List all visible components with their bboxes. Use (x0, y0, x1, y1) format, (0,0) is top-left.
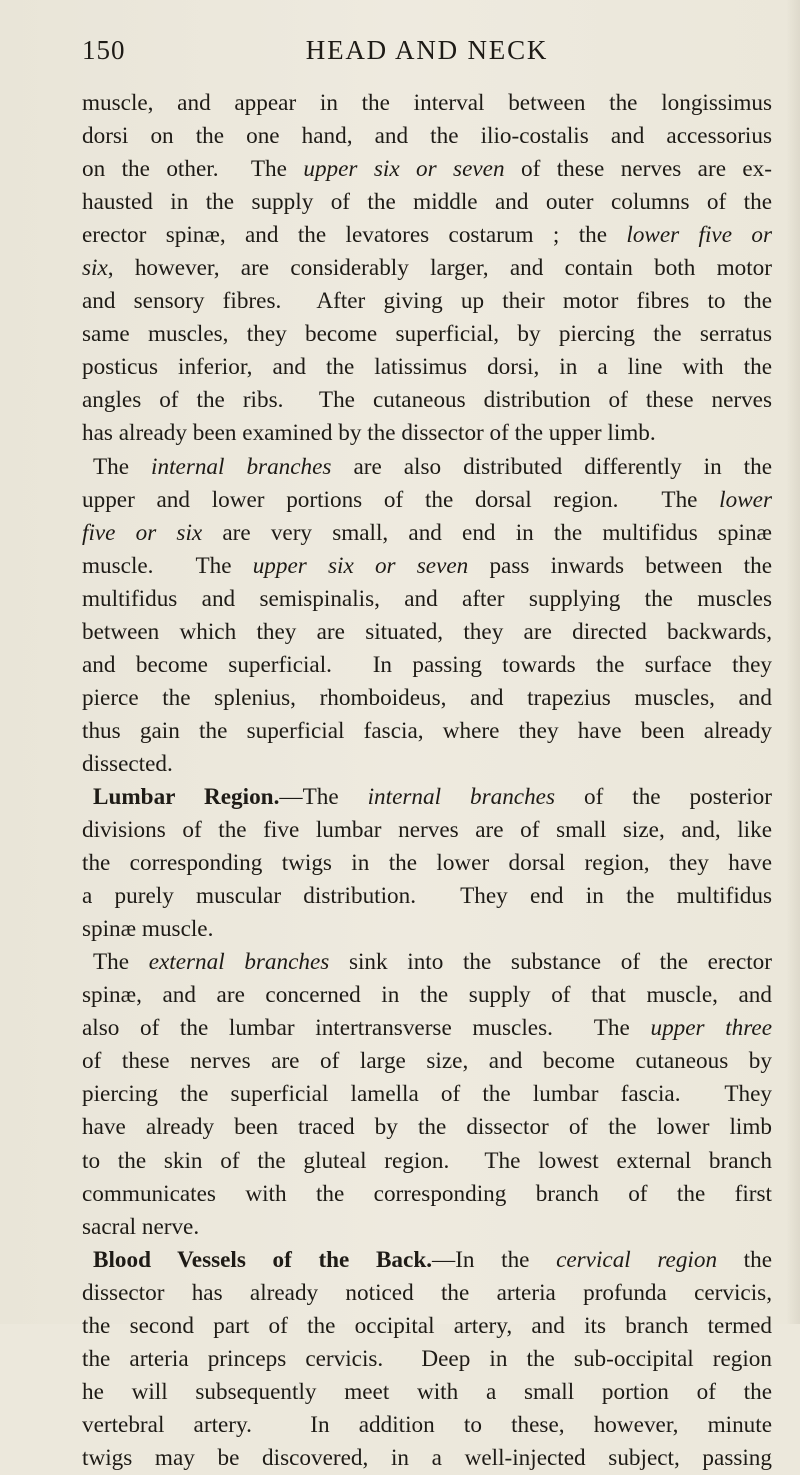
text-line (82, 946, 772, 979)
text-line (82, 1409, 772, 1442)
text-run: of these nerves are ex- (504, 156, 772, 183)
italic-text: lower (719, 486, 772, 513)
text-run: the corresponding twigs in the lower dorsal region, they have (82, 850, 772, 877)
italic-text: six (82, 255, 108, 282)
text-run: spinæ, and are concerned in the supply of that muscle, and (82, 982, 772, 1009)
text-run: muscle. The (82, 552, 253, 579)
text-line (82, 1078, 772, 1111)
text-run: twigs may be discovered, in a well-injected subject, passing (82, 1444, 772, 1471)
italic-text: upper three (650, 1015, 772, 1042)
text-line (82, 649, 772, 682)
text-run: The (93, 949, 149, 976)
text-line (82, 351, 772, 384)
text-line (82, 318, 772, 351)
page-header (82, 30, 772, 70)
text-line (82, 682, 772, 715)
text-line (82, 1045, 772, 1078)
text-run: dissected. (82, 750, 173, 777)
text-run: piercing the superficial lamella of the lumbar fascia. They (82, 1081, 772, 1108)
text-line (82, 979, 772, 1012)
text-run: are very small, and end in the multifidus spinæ (202, 519, 773, 546)
text-run: communicates with the corresponding branch of the first (82, 1180, 772, 1207)
text-line (82, 715, 772, 748)
text-line (82, 1310, 772, 1343)
text-line (82, 913, 772, 946)
text-run: upper and lower portions of the dorsal region. The (82, 486, 720, 513)
text-run: dorsi on the one hand, and the ilio-costalis and accessorius (82, 123, 772, 150)
text-line (82, 616, 772, 649)
text-line (82, 781, 772, 814)
text-line (82, 120, 772, 153)
text-run: sacral nerve. (82, 1213, 200, 1240)
italic-text: internal branches (367, 783, 555, 810)
text-line (82, 153, 772, 186)
text-line (82, 417, 772, 450)
text-run: the second part of the occipital artery, and its branch termed (82, 1312, 772, 1339)
text-run: thus gain the superficial fascia, where they have been already (82, 717, 772, 744)
text-run: angles of the ribs. The cutaneous distribution of these nerves (82, 387, 772, 414)
text-line (82, 583, 772, 616)
page-number: 150 (82, 35, 126, 65)
italic-text: cervical region (556, 1246, 718, 1273)
text-run: spinæ muscle. (82, 916, 214, 943)
text-run: pierce the splenius, rhomboideus, and trapezius muscles, and (82, 684, 772, 711)
text-run: —The (279, 783, 368, 810)
text-line (82, 1211, 772, 1244)
text-run: of the posterior (555, 783, 772, 810)
text-run: —In the (432, 1246, 557, 1273)
section-heading: Lumbar Region. (93, 783, 280, 810)
text-run: hausted in the supply of the middle and outer columns of the (82, 189, 772, 216)
italic-text: external branches (148, 949, 330, 976)
text-run: the arteria princeps cervicis. Deep in the sub-occipital region (82, 1345, 772, 1372)
text-run: divisions of the five lumbar nerves are of small size, and, like (82, 817, 772, 844)
text-run: of these nerves are of large size, and become cutaneous by (82, 1048, 772, 1075)
italic-text: five or six (82, 519, 203, 546)
italic-text: upper six or seven (303, 156, 505, 183)
text-run: , however, are considerably larger, and contain both motor (107, 255, 772, 282)
text-line (82, 1178, 772, 1211)
text-line (82, 1012, 772, 1045)
text-run: same muscles, they become superficial, by piercing the serratus (82, 321, 772, 348)
text-run: erector spinæ, and the levatores costarum ; the (82, 222, 627, 249)
text-line (82, 484, 772, 517)
text-run: The (93, 453, 152, 480)
text-run: to the skin of the gluteal region. The lowest external branch (82, 1147, 772, 1174)
text-line (82, 880, 772, 913)
text-run: sink into the substance of the erector (329, 949, 772, 976)
text-run: between which they are situated, they are directed backwards, (82, 618, 772, 645)
text-run: also of the lumbar intertransverse muscles. The (82, 1015, 651, 1042)
text-line (82, 219, 772, 252)
text-line (82, 1277, 772, 1310)
text-line (82, 1244, 772, 1277)
text-line (82, 748, 772, 781)
text-run: on the other. The (82, 156, 304, 183)
text-run: muscle, and appear in the interval between the longissimus (82, 90, 772, 116)
text-line (82, 1145, 772, 1178)
text-line (82, 814, 772, 847)
text-run: he will subsequently meet with a small portion of the (82, 1378, 772, 1405)
text-line (82, 285, 772, 318)
italic-text: lower five or (626, 222, 772, 249)
text-line (82, 1442, 772, 1475)
running-head: HEAD AND NECK (305, 35, 549, 65)
text-run: have already been traced by the dissector of the lower limb (82, 1114, 772, 1141)
text-line (82, 550, 772, 583)
section-heading: Blood Vessels of the Back. (93, 1246, 433, 1273)
text-line (82, 847, 772, 880)
italic-text: upper six or seven (252, 552, 469, 579)
italic-text: internal branches (151, 453, 332, 480)
text-run: vertebral artery. In addition to these, however, minute (82, 1411, 772, 1438)
text-line (82, 384, 772, 417)
text-run: and become superficial. In passing towards the surface they (82, 651, 772, 678)
text-line (82, 252, 772, 285)
text-line (82, 87, 772, 120)
text-line (82, 186, 772, 219)
text-run: are also distributed differently in the (331, 453, 773, 480)
body-text (82, 87, 772, 1475)
text-run: the (717, 1246, 772, 1273)
text-run: and sensory fibres. After giving up their motor fibres to the (82, 288, 772, 315)
text-run: pass inwards between the (468, 552, 772, 579)
text-run: a purely muscular distribution. They end in the multifidus (82, 883, 772, 910)
text-line (82, 451, 772, 484)
page-edge-shadow (786, 0, 800, 1324)
text-line (82, 1376, 772, 1409)
text-run: posticus inferior, and the latissimus dorsi, in a line with the (82, 354, 772, 381)
text-run: dissector has already noticed the arteria profunda cervicis, (82, 1279, 772, 1306)
text-run: multifidus and semispinalis, and after supplying the muscles (82, 585, 772, 612)
text-line (82, 1343, 772, 1376)
text-line (82, 517, 772, 550)
text-line (82, 1111, 772, 1144)
text-run: has already been examined by the dissector of the upper limb. (82, 420, 656, 447)
